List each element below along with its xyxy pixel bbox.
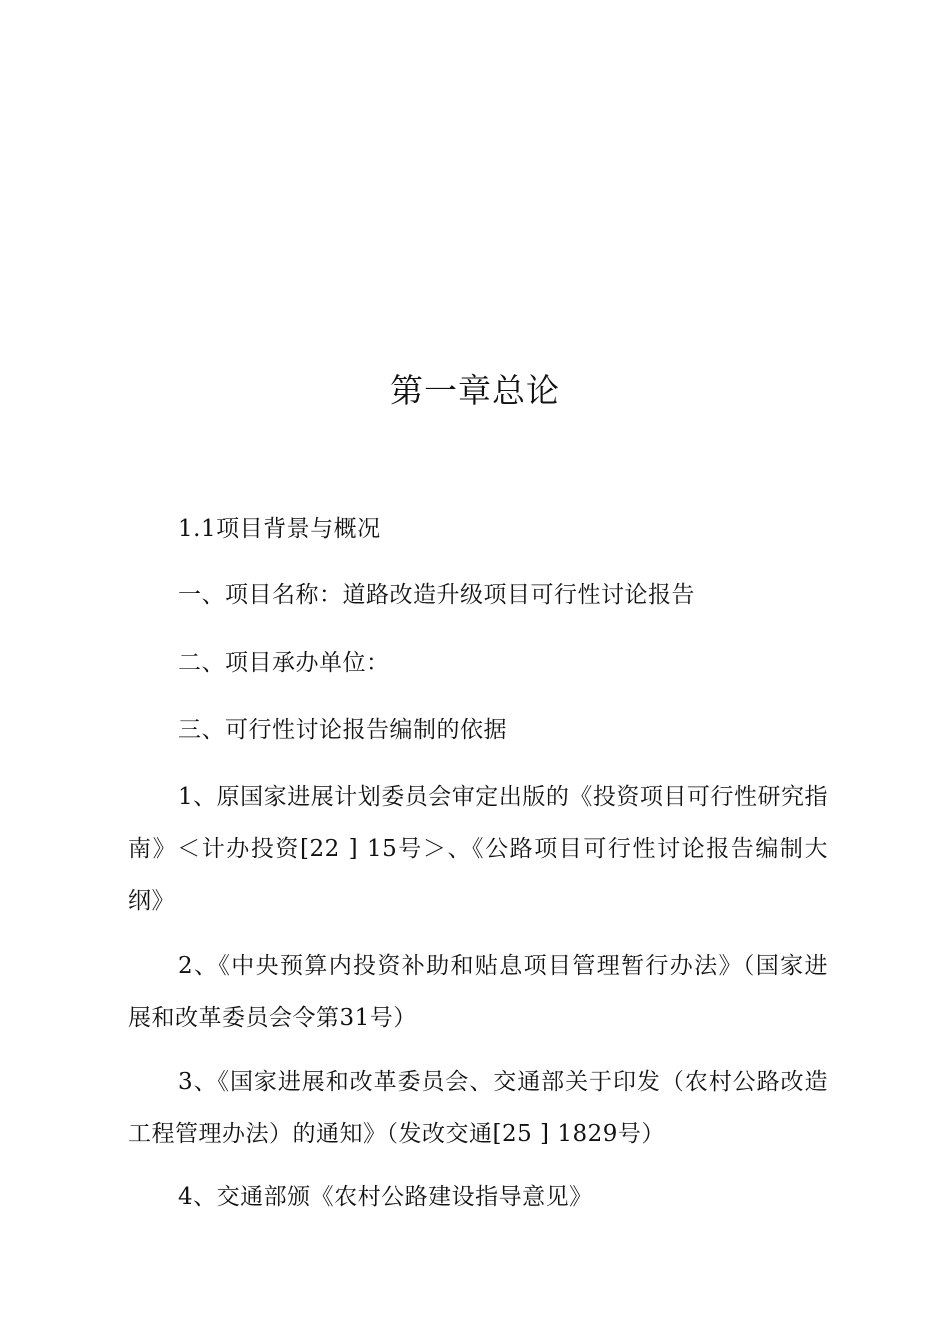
paragraph-project-name: 一、项目名称：道路改造升级项目可行性讨论报告: [178, 582, 695, 608]
paragraph-basis-heading: 三、可行性讨论报告编制的依据: [178, 717, 507, 743]
paragraph-basis-3: 3、《国家进展和改革委员会、交通部关于印发（农村公路改造工程管理办法）的通知》（发改交通[25 ] 1829号）: [128, 1069, 828, 1147]
paragraph-project-undertaker: 二、项目承办单位：: [178, 650, 390, 676]
section-heading: 1.1项目背景与概况: [178, 516, 381, 542]
paragraph-basis-4: 4、交通部颁《农村公路建设指导意见》: [178, 1184, 593, 1210]
paragraph-basis-2: 2、《中央预算内投资补助和贴息项目管理暂行办法》（国家进展和改革委员会令第31号）: [128, 953, 828, 1031]
paragraph-basis-1: 1、原国家进展计划委员会审定出版的《投资项目可行性研究指南》＜计办投资[22 ] 15号＞、《公路项目可行性讨论报告编制大纲》: [128, 784, 828, 914]
chapter-title: 第一章总论: [390, 371, 560, 410]
